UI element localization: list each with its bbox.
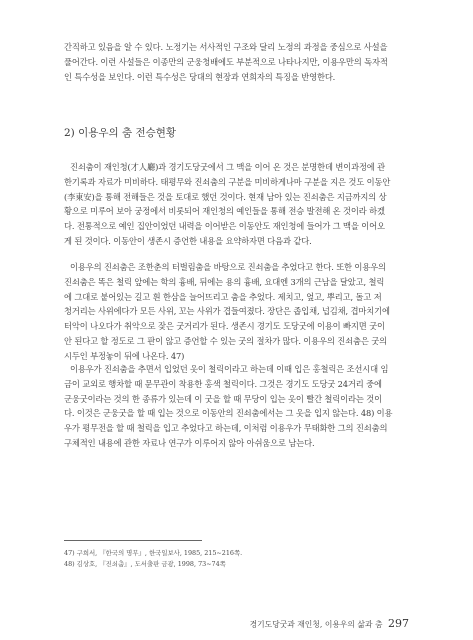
text-line: 황으로 미루어 보아 궁정에서 비롯되어 재인청의 예인들을 통해 전승 발전해 온 것이라 하겠 xyxy=(64,206,385,217)
text-line: 터악이 나오다가 취악으로 잦은 굿거리가 된다. 생존시 경기도 도당굿에 이용이 빠지면 굿이 xyxy=(64,321,385,332)
text-line: 청거리는 사위에다가 모든 사위, 꼬는 사위가 겹들여졌다. 장단은 좁입채, 넙김채, 겹마치기에 xyxy=(64,306,390,317)
footnotes xyxy=(64,548,364,570)
text-line: 우가 평무전을 할 때 철릭을 입고 추었다고 하는데, 이처럼 이용우가 무태화한 그의 진쇠춤의 xyxy=(64,423,388,434)
page-number: 297 xyxy=(388,617,409,630)
text-line: 이용우의 진쇠춤은 조한춘의 터벌림춤을 바탕으로 진쇠춤을 추었다고 한다. 또한 이용우의 xyxy=(70,262,386,272)
text-line: 진쇠춤은 똑은 철릭 앞에는 학의 흉배, 뒤에는 용의 흉배, 요대엔 3개의 근남을 달았고, 철릭 xyxy=(64,276,385,287)
footnote: 47) 구희서, 『한국의 명무』, 한국일보사, 1985, 215~216쪽. xyxy=(64,549,243,557)
footnote: 48) 김상호, 『진쇠춤』, 도서출판 금광, 1998, 73~74쪽 xyxy=(64,560,226,568)
text-line: 금이 교외로 행차할 때 문무관이 착용한 홍색 철릭이다. 그것은 경기도 도당굿 24거리 중에 xyxy=(64,378,382,389)
text-line: 안 된다고 할 정도로 그 판이 않고 증언할 수 있는 굿의 절차가 많다. 이용우의 진쇠춤은 굿의 xyxy=(64,335,387,346)
text-line: 구체적인 내용에 관한 자료나 연구가 이루어지 않아 아쉬움으로 남는다. xyxy=(64,437,315,448)
text-line: 군웅굿이라는 것의 한 종류가 있는데 이 굿을 할 때 무당이 입는 옷이 빨간 철릭이라는 것이 xyxy=(64,393,382,404)
footnote-divider xyxy=(64,540,202,541)
text-line: 에 그대로 붙어있는 길고 흰 한삼을 늘어뜨리고 춤을 추었다. 제치고, 엎고, 뿌리고, 돌고 저 xyxy=(64,291,382,302)
text-line: 풀어간다. 이런 사설들은 이종만의 군웅청배에도 부분적으로 나타나지만, 이용우만의 독자적 xyxy=(64,56,388,67)
section-heading: 2) 이용우의 춤 전승현황 xyxy=(64,127,177,139)
text-line: 게 된 것이다. 이동안이 생존시 증언한 내용을 요약하자면 다음과 같다. xyxy=(64,235,312,246)
body-paragraph-1 xyxy=(64,160,410,249)
text-line: 다. 이것은 군웅굿을 할 때 입는 것으로 이동안의 진쇠춤에서는 그 옷을 입지 않는다. 48) 이용 xyxy=(64,408,393,419)
text-line: 간직하고 있음을 알 수 있다. 노정기는 서사적인 구조와 달리 노정의 과정을 중심으로 사설을 xyxy=(64,42,388,52)
body-paragraph-3 xyxy=(64,362,410,451)
text-line: 진쇠춤이 재인청(才人廳)과 경기도당굿에서 그 맥을 이어 온 것은 분명한데 변이과정에 관 xyxy=(70,162,386,172)
body-paragraph-2 xyxy=(64,260,410,364)
text-line: 이용우가 진쇠춤을 추면서 입었던 옷이 철릭이라고 하는데 이때 입은 홍철릭은 조선시대 임 xyxy=(70,364,389,374)
text-line: 시두인 부정놓이 뒤에 나온다. 47) xyxy=(64,350,185,361)
text-line: 다. 전통적으로 예인 집안이었던 내력을 이어받은 이동안도 재인청에 들어가 그 맥을 이어오 xyxy=(64,221,385,232)
intro-paragraph xyxy=(64,40,410,84)
page-footer xyxy=(250,617,409,630)
text-line: (李東安)을 통해 전해들은 것을 토대로 했던 것이다. 현재 남아 있는 진쇠춤은 지금까지의 상 xyxy=(64,191,387,202)
text-line: 인 특수성을 보인다. 이런 특수성은 당대의 현장과 연희자의 특징을 반영한다. xyxy=(64,71,336,82)
running-title: 경기도당굿과 재인청, 이용우의 삶과 춤 xyxy=(249,620,383,629)
text-line: 한기록과 자료가 미비하다. 태평무와 진쇠춤의 구분을 미비하게나마 구분을 지은 것도 이동안 xyxy=(64,176,391,187)
